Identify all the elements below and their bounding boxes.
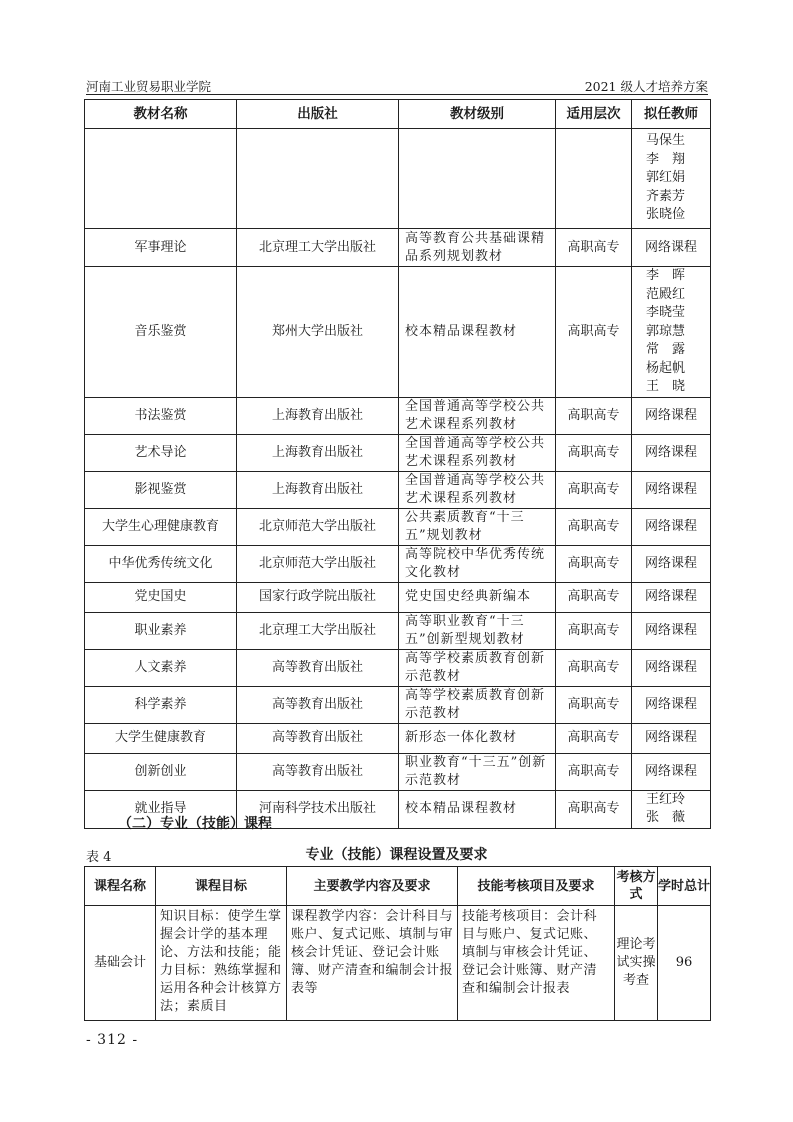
course-goal: 知识目标：使学生掌握会计学的基本理论、方法和技能；能力目标：熟练掌握和运用各种会计核算方法；素质目 — [156, 906, 287, 1021]
textbook-publisher: 北京师范大学出版社 — [237, 508, 399, 545]
teacher-name: 网络课程 — [644, 589, 697, 604]
textbook-level — [399, 129, 556, 229]
course-table — [84, 866, 711, 1021]
textbook-level: 高等学校素质教育创新示范教材 — [399, 686, 556, 723]
textbook-name — [85, 129, 237, 229]
textbook-scope: 高职高专 — [556, 753, 632, 790]
table-row — [85, 686, 711, 723]
table-row — [85, 906, 711, 1021]
textbook-publisher: 国家行政学院出版社 — [237, 582, 399, 612]
teacher-name: 李晓莹 — [646, 305, 686, 320]
course-name: 基础会计 — [85, 906, 156, 1021]
teacher-name: 杨起帆 — [646, 360, 686, 376]
column-header-course-goal: 课程目标 — [156, 867, 287, 906]
column-header-main-content: 主要教学内容及要求 — [287, 867, 458, 906]
table-row — [85, 612, 711, 649]
textbook-teachers — [632, 582, 711, 612]
table-row — [85, 129, 711, 229]
textbook-level: 职业教育“十三五”创新示范教材 — [399, 753, 556, 790]
table-row — [85, 267, 711, 398]
teacher-name: 齐素芳 — [646, 188, 686, 204]
teacher-name: 网络课程 — [644, 444, 697, 460]
textbook-publisher: 上海教育出版社 — [237, 434, 399, 471]
textbook-level: 公共素质教育“十三五”规划教材 — [399, 508, 556, 545]
textbook-publisher — [237, 129, 399, 229]
textbook-level: 全国普通高等学校公共艺术课程系列教材 — [399, 471, 556, 508]
table-title: 专业（技能）课程设置及要求 — [305, 847, 488, 863]
teacher-name: 郭红娟 — [646, 170, 686, 186]
textbook-teachers — [632, 753, 711, 790]
table-number: 表 4 — [86, 850, 112, 865]
textbook-publisher: 高等教育出版社 — [237, 753, 399, 790]
textbook-name: 中华优秀传统文化 — [85, 545, 237, 582]
textbook-scope: 高职高专 — [556, 471, 632, 508]
textbook-name: 影视鉴赏 — [85, 471, 237, 508]
course-skill: 技能考核项目：会计科目与账户、复式记账、填制与审核会计凭证、登记会计账簿、财产清查和编制会计报表 — [458, 906, 615, 1021]
textbook-publisher: 河南科学技术出版社 — [237, 790, 399, 828]
textbook-name: 艺术导论 — [85, 434, 237, 471]
column-header-exam-method: 考核方式 — [615, 867, 658, 906]
textbook-name: 军事理论 — [85, 229, 237, 267]
table-row — [85, 229, 711, 267]
textbook-teachers — [632, 790, 711, 828]
table-row — [85, 508, 711, 545]
page-header — [86, 74, 708, 95]
textbook-level: 高等院校中华优秀传统文化教材 — [399, 545, 556, 582]
column-header-name: 教材名称 — [85, 100, 237, 129]
course-exam-method: 理论考试实操考查 — [615, 906, 658, 1021]
teacher-name: 范殿红 — [646, 286, 686, 302]
table-row — [85, 471, 711, 508]
textbook-table-header-row — [85, 100, 711, 129]
textbook-publisher: 郑州大学出版社 — [237, 267, 399, 398]
textbook-teachers — [632, 723, 711, 753]
textbook-scope: 高职高专 — [556, 508, 632, 545]
textbook-scope — [556, 129, 632, 229]
textbook-level: 校本精品课程教材 — [399, 790, 556, 828]
textbook-table — [84, 99, 711, 829]
textbook-level: 校本精品课程教材 — [399, 267, 556, 398]
teacher-name: 网络课程 — [644, 763, 697, 779]
textbook-level: 党史国史经典新编本 — [399, 582, 556, 612]
textbook-name: 书法鉴赏 — [85, 397, 237, 434]
section-title: （二）专业（技能）课程 — [118, 816, 272, 832]
teacher-name: 网络课程 — [644, 481, 697, 497]
table-row — [85, 434, 711, 471]
teacher-name: 张 薇 — [646, 810, 686, 825]
textbook-name: 大学生心理健康教育 — [85, 508, 237, 545]
textbook-level: 高等职业教育“十三五”创新型规划教材 — [399, 612, 556, 649]
textbook-scope: 高职高专 — [556, 267, 632, 398]
textbook-publisher: 北京理工大学出版社 — [237, 229, 399, 267]
textbook-name: 人文素养 — [85, 649, 237, 686]
textbook-level: 全国普通高等学校公共艺术课程系列教材 — [399, 434, 556, 471]
textbook-scope: 高职高专 — [556, 790, 632, 828]
textbook-teachers — [632, 267, 711, 398]
textbook-scope: 高职高专 — [556, 612, 632, 649]
column-header-skill-assessment: 技能考核项目及要求 — [458, 867, 615, 906]
column-header-publisher: 出版社 — [237, 100, 399, 129]
table-row — [85, 753, 711, 790]
header-plan-title: 2021 级人才培养方案 — [584, 79, 708, 94]
column-header-scope: 适用层次 — [556, 100, 632, 129]
table-row — [85, 723, 711, 753]
textbook-scope: 高职高专 — [556, 686, 632, 723]
textbook-name: 大学生健康教育 — [85, 723, 237, 753]
textbook-name: 职业素养 — [85, 612, 237, 649]
textbook-scope: 高职高专 — [556, 434, 632, 471]
textbook-scope: 高职高专 — [556, 545, 632, 582]
table-row — [85, 649, 711, 686]
textbook-teachers — [632, 686, 711, 723]
header-school-name: 河南工业贸易职业学院 — [86, 79, 212, 94]
teacher-name: 王红玲 — [646, 791, 686, 807]
teacher-name: 网络课程 — [644, 239, 697, 255]
course-table-header-row — [85, 867, 711, 906]
textbook-publisher: 北京理工大学出版社 — [237, 612, 399, 649]
textbook-scope: 高职高专 — [556, 723, 632, 753]
teacher-name: 张晓俭 — [646, 207, 686, 223]
column-header-teachers: 拟任教师 — [632, 100, 711, 129]
teacher-name: 网络课程 — [644, 407, 697, 423]
course-content: 课程教学内容：会计科目与账户、复式记账、填制与审核会计凭证、登记会计账簿、财产清查和编制会计报表等 — [287, 906, 458, 1021]
textbook-publisher: 上海教育出版社 — [237, 397, 399, 434]
textbook-publisher: 高等教育出版社 — [237, 723, 399, 753]
teacher-name: 常 露 — [646, 342, 686, 357]
textbook-scope: 高职高专 — [556, 649, 632, 686]
column-header-total-hours: 学时总计 — [658, 867, 711, 906]
teacher-name: 网络课程 — [644, 730, 697, 745]
textbook-name: 科学素养 — [85, 686, 237, 723]
textbook-publisher: 高等教育出版社 — [237, 649, 399, 686]
page-number: - 312 - — [86, 1032, 139, 1048]
teacher-name: 网络课程 — [644, 518, 697, 534]
textbook-name: 音乐鉴赏 — [85, 267, 237, 398]
textbook-teachers — [632, 508, 711, 545]
textbook-scope: 高职高专 — [556, 229, 632, 267]
teacher-name: 马保生 — [646, 133, 686, 149]
textbook-scope: 高职高专 — [556, 397, 632, 434]
teacher-name: 李 晖 — [646, 268, 686, 283]
teacher-name: 王 晓 — [646, 379, 686, 394]
textbook-teachers — [632, 229, 711, 267]
textbook-teachers — [632, 649, 711, 686]
textbook-publisher: 高等教育出版社 — [237, 686, 399, 723]
textbook-level: 高等教育公共基础课精品系列规划教材 — [399, 229, 556, 267]
textbook-level: 高等学校素质教育创新示范教材 — [399, 649, 556, 686]
textbook-name: 就业指导 — [85, 790, 237, 828]
textbook-teachers — [632, 434, 711, 471]
textbook-teachers — [632, 612, 711, 649]
textbook-publisher: 北京师范大学出版社 — [237, 545, 399, 582]
textbook-publisher: 上海教育出版社 — [237, 471, 399, 508]
textbook-level: 新形态一体化教材 — [399, 723, 556, 753]
teacher-name: 网络课程 — [644, 659, 697, 675]
textbook-scope: 高职高专 — [556, 582, 632, 612]
textbook-teachers — [632, 471, 711, 508]
teacher-name: 李 翔 — [646, 151, 686, 167]
column-header-course-name: 课程名称 — [85, 867, 156, 906]
teacher-name: 网络课程 — [644, 622, 697, 638]
teacher-name: 郭琼慧 — [646, 323, 686, 339]
table-row — [85, 582, 711, 612]
textbook-level: 全国普通高等学校公共艺术课程系列教材 — [399, 397, 556, 434]
teacher-name: 网络课程 — [644, 696, 697, 712]
column-header-level: 教材级别 — [399, 100, 556, 129]
teacher-name: 网络课程 — [644, 555, 697, 571]
table-row — [85, 397, 711, 434]
textbook-teachers — [632, 545, 711, 582]
course-hours: 96 — [658, 906, 711, 1021]
textbook-name: 党史国史 — [85, 582, 237, 612]
textbook-name: 创新创业 — [85, 753, 237, 790]
textbook-teachers — [632, 129, 711, 229]
table-row — [85, 545, 711, 582]
textbook-teachers — [632, 397, 711, 434]
